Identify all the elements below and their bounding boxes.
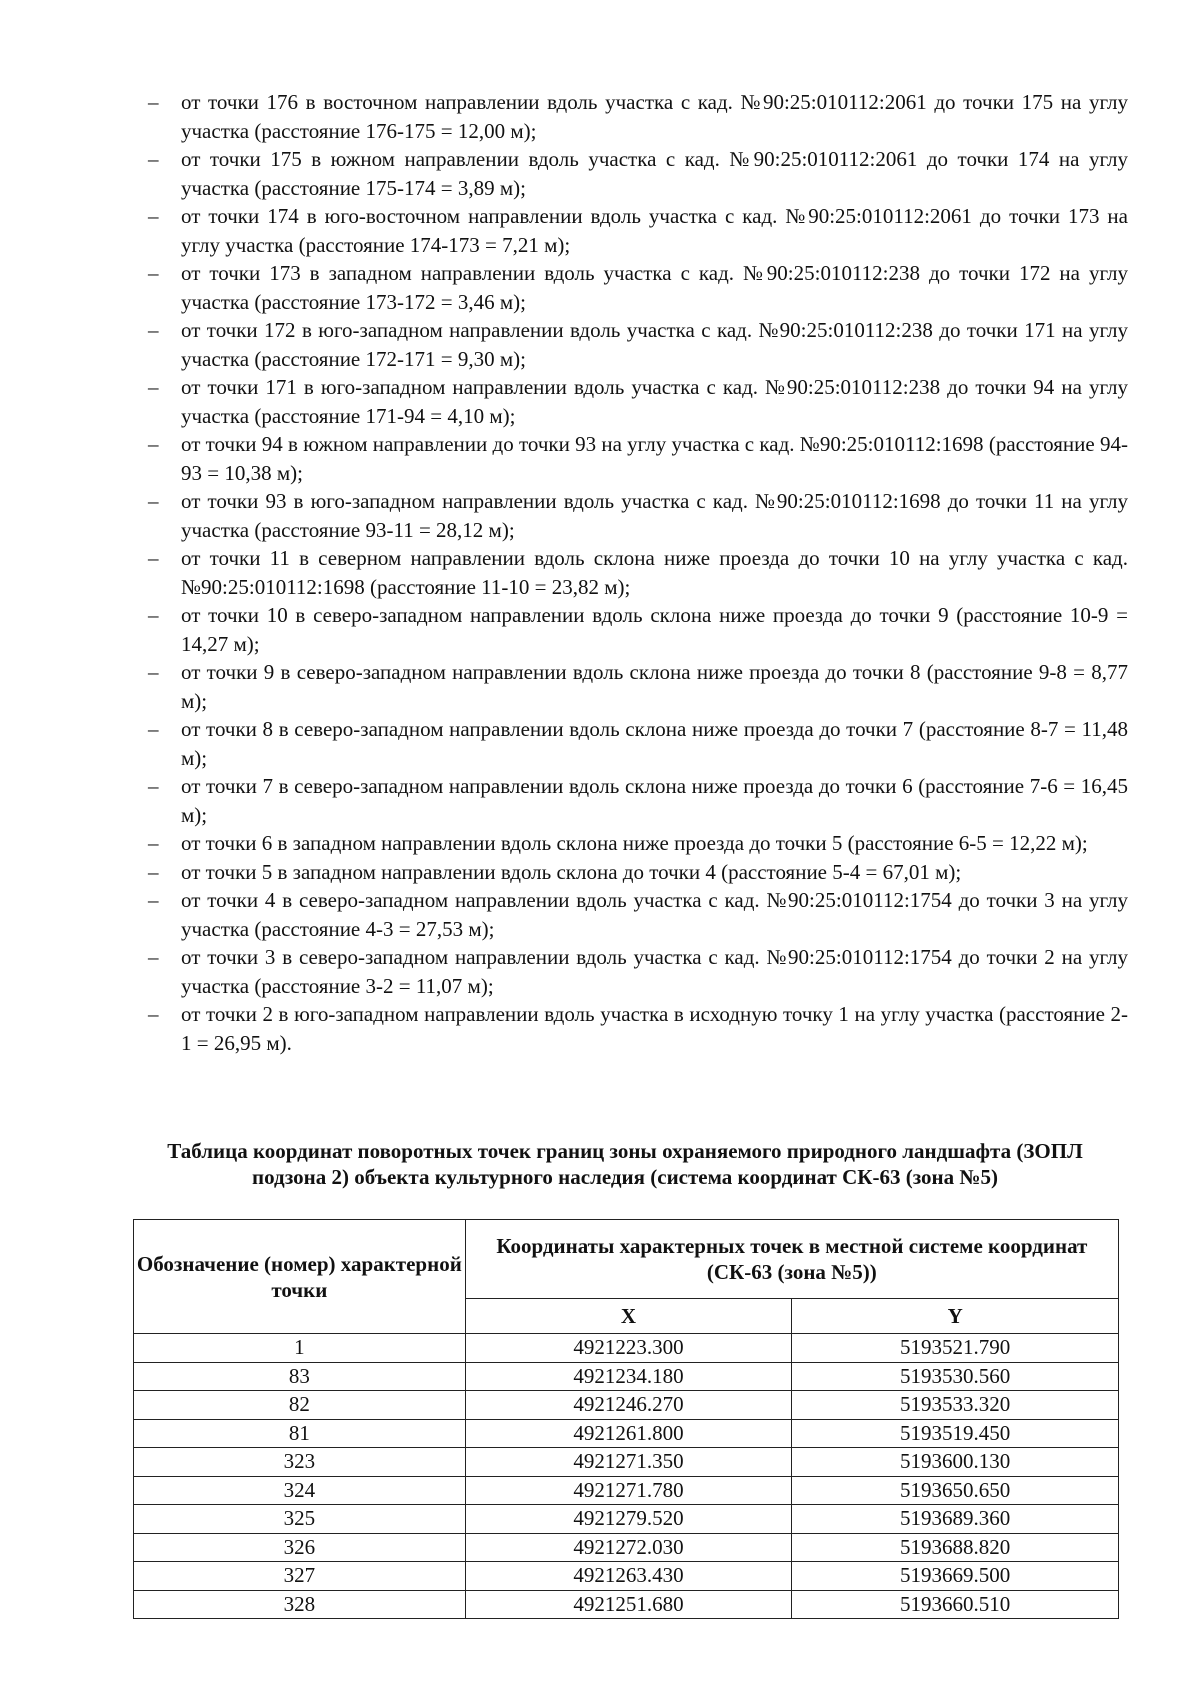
point-cell: 328: [134, 1590, 466, 1619]
x-cell: 4921272.030: [465, 1533, 792, 1562]
list-item: [148, 373, 1128, 430]
point-cell: 325: [134, 1505, 466, 1534]
table-caption: Таблица координат поворотных точек границ зоны охраняемого природного ландшафта (ЗОПЛ подзона 2) объекта культурного наследия (система координат СК-63 (зона №5): [167, 1139, 1083, 1189]
list-item-text: от точки 5 в западном направлении вдоль склона до точки 4 (расстояние 5-4 = 67,01 м);: [181, 859, 962, 884]
bullet-dash: –: [148, 660, 159, 684]
list-item: [148, 886, 1128, 943]
bullet-dash: –: [148, 147, 159, 171]
x-cell: 4921279.520: [465, 1505, 792, 1534]
y-cell: 5193669.500: [792, 1562, 1119, 1591]
point-cell: 323: [134, 1448, 466, 1477]
list-item-text: от точки 7 в северо-западном направлении вдоль склона ниже проезда до точки 6 (расстояние 7-6 = 16,45 м);: [181, 774, 1128, 827]
bullet-dash: –: [148, 774, 159, 798]
header-x: X: [465, 1299, 792, 1334]
bullet-dash: –: [148, 261, 159, 285]
y-cell: 5193519.450: [792, 1419, 1119, 1448]
bullet-dash: –: [148, 318, 159, 342]
list-item: [148, 772, 1128, 829]
list-item: [148, 259, 1128, 316]
table-row: [134, 1362, 1119, 1391]
list-item-text: от точки 6 в западном направлении вдоль склона ниже проезда до точки 5 (расстояние 6-5 = 12,22 м);: [181, 831, 1088, 855]
y-cell: 5193689.360: [792, 1505, 1119, 1534]
list-item: [148, 1000, 1128, 1057]
list-item-text: от точки 171 в юго-западном направлении вдоль участка с кад. №90:25:010112:238 до точки 94 на углу участка (расстояние 171-94 = 4,10 м);: [181, 375, 1128, 428]
y-cell: 5193533.320: [792, 1391, 1119, 1420]
list-item-text: от точки 176 в восточном направлении вдоль участка с кад. №90:25:010112:2061 до точки 175 на углу участка (расстояние 176-175 = 12,00 м);: [181, 90, 1128, 143]
y-cell: 5193650.650: [792, 1476, 1119, 1505]
bullet-dash: –: [148, 1002, 159, 1026]
x-cell: 4921234.180: [465, 1362, 792, 1391]
header-point-designation: Обозначение (номер) характерной точки: [134, 1220, 466, 1334]
bullet-dash: –: [148, 859, 159, 884]
list-item-text: от точки 174 в юго-восточном направлении вдоль участка с кад. №90:25:010112:2061 до точки 173 на углу участка (расстояние 174-173 = 7,21 м);: [181, 204, 1128, 257]
x-cell: 4921261.800: [465, 1419, 792, 1448]
bullet-dash: –: [148, 945, 159, 969]
list-item-text: от точки 3 в северо-западном направлении вдоль участка с кад. №90:25:010112:1754 до точки 2 на углу участка (расстояние 3-2 = 11,07 м);: [181, 945, 1128, 998]
y-cell: 5193660.510: [792, 1590, 1119, 1619]
x-cell: 4921251.680: [465, 1590, 792, 1619]
list-item: [148, 430, 1128, 487]
list-item: [148, 544, 1128, 601]
list-item: [148, 658, 1128, 715]
point-cell: 83: [134, 1362, 466, 1391]
list-item: [148, 88, 1128, 145]
point-cell: 81: [134, 1419, 466, 1448]
table-row: [134, 1391, 1119, 1420]
list-item-text: от точки 4 в северо-западном направлении вдоль участка с кад. №90:25:010112:1754 до точки 3 на углу участка (расстояние 4-3 = 27,53 м);: [181, 888, 1128, 941]
table-row: [134, 1334, 1119, 1363]
bullet-dash: –: [148, 204, 159, 228]
table-row: [134, 1476, 1119, 1505]
table-row: [134, 1533, 1119, 1562]
table-row: [134, 1590, 1119, 1619]
bullet-dash: –: [148, 717, 159, 741]
y-cell: 5193521.790: [792, 1334, 1119, 1363]
list-item-text: от точки 2 в юго-западном направлении вдоль участка в исходную точку 1 на углу участка (расстояние 2-1 = 26,95 м).: [181, 1002, 1128, 1055]
header-y: Y: [792, 1299, 1119, 1334]
point-cell: 82: [134, 1391, 466, 1420]
y-cell: 5193688.820: [792, 1533, 1119, 1562]
coordinates-table: [133, 1219, 1119, 1619]
list-item: [148, 858, 1128, 887]
bullet-dash: –: [148, 831, 159, 855]
bullet-dash: –: [148, 603, 159, 627]
list-item-text: от точки 175 в южном направлении вдоль участка с кад. №90:25:010112:2061 до точки 174 на углу участка (расстояние 175-174 = 3,89 м);: [181, 147, 1128, 200]
bullet-dash: –: [148, 432, 159, 456]
list-item: [148, 715, 1128, 772]
x-cell: 4921271.350: [465, 1448, 792, 1477]
list-item-text: от точки 172 в юго-западном направлении вдоль участка с кад. №90:25:010112:238 до точки 171 на углу участка (расстояние 172-171 = 9,30 м);: [181, 318, 1128, 371]
table-row: [134, 1562, 1119, 1591]
list-item: [148, 202, 1128, 259]
list-item-text: от точки 10 в северо-западном направлении вдоль склона ниже проезда до точки 9 (расстояние 10-9 = 14,27 м);: [181, 603, 1128, 656]
list-item-text: от точки 8 в северо-западном направлении вдоль склона ниже проезда до точки 7 (расстояние 8-7 = 11,48 м);: [181, 717, 1128, 770]
header-coordinates: Координаты характерных точек в местной системе координат (СК-63 (зона №5)): [465, 1220, 1118, 1299]
list-item: [148, 943, 1128, 1000]
point-cell: 327: [134, 1562, 466, 1591]
x-cell: 4921246.270: [465, 1391, 792, 1420]
y-cell: 5193600.130: [792, 1448, 1119, 1477]
table-row: [134, 1419, 1119, 1448]
bullet-dash: –: [148, 489, 159, 513]
boundary-description-list: [148, 88, 1128, 1057]
list-item: [148, 829, 1128, 858]
list-item-text: от точки 173 в западном направлении вдоль участка с кад. №90:25:010112:238 до точки 172 на углу участка (расстояние 173-172 = 3,46 м);: [181, 261, 1128, 314]
bullet-dash: –: [148, 90, 159, 114]
y-cell: 5193530.560: [792, 1362, 1119, 1391]
point-cell: 1: [134, 1334, 466, 1363]
list-item: [148, 601, 1128, 658]
list-item-text: от точки 9 в северо-западном направлении вдоль склона ниже проезда до точки 8 (расстояние 9-8 = 8,77 м);: [181, 660, 1128, 713]
point-cell: 324: [134, 1476, 466, 1505]
list-item: [148, 145, 1128, 202]
x-cell: 4921271.780: [465, 1476, 792, 1505]
table-row: [134, 1448, 1119, 1477]
list-item-text: от точки 94 в южном направлении до точки 93 на углу участка с кад. №90:25:010112:1698 (расстояние 94-93 = 10,38 м);: [181, 432, 1128, 485]
x-cell: 4921223.300: [465, 1334, 792, 1363]
list-item-text: от точки 11 в северном направлении вдоль склона ниже проезда до точки 10 на углу участка с кад. №90:25:010112:1698 (расстояние 11-10 = 23,82 м);: [181, 546, 1128, 599]
bullet-dash: –: [148, 888, 159, 912]
table-row: [134, 1505, 1119, 1534]
point-cell: 326: [134, 1533, 466, 1562]
x-cell: 4921263.430: [465, 1562, 792, 1591]
bullet-dash: –: [148, 546, 159, 570]
list-item-text: от точки 93 в юго-западном направлении вдоль участка с кад. №90:25:010112:1698 до точки 11 на углу участка (расстояние 93-11 = 28,12 м);: [181, 489, 1128, 542]
table-header-row: [134, 1220, 1119, 1299]
list-item: [148, 316, 1128, 373]
bullet-dash: –: [148, 375, 159, 399]
list-item: [148, 487, 1128, 544]
